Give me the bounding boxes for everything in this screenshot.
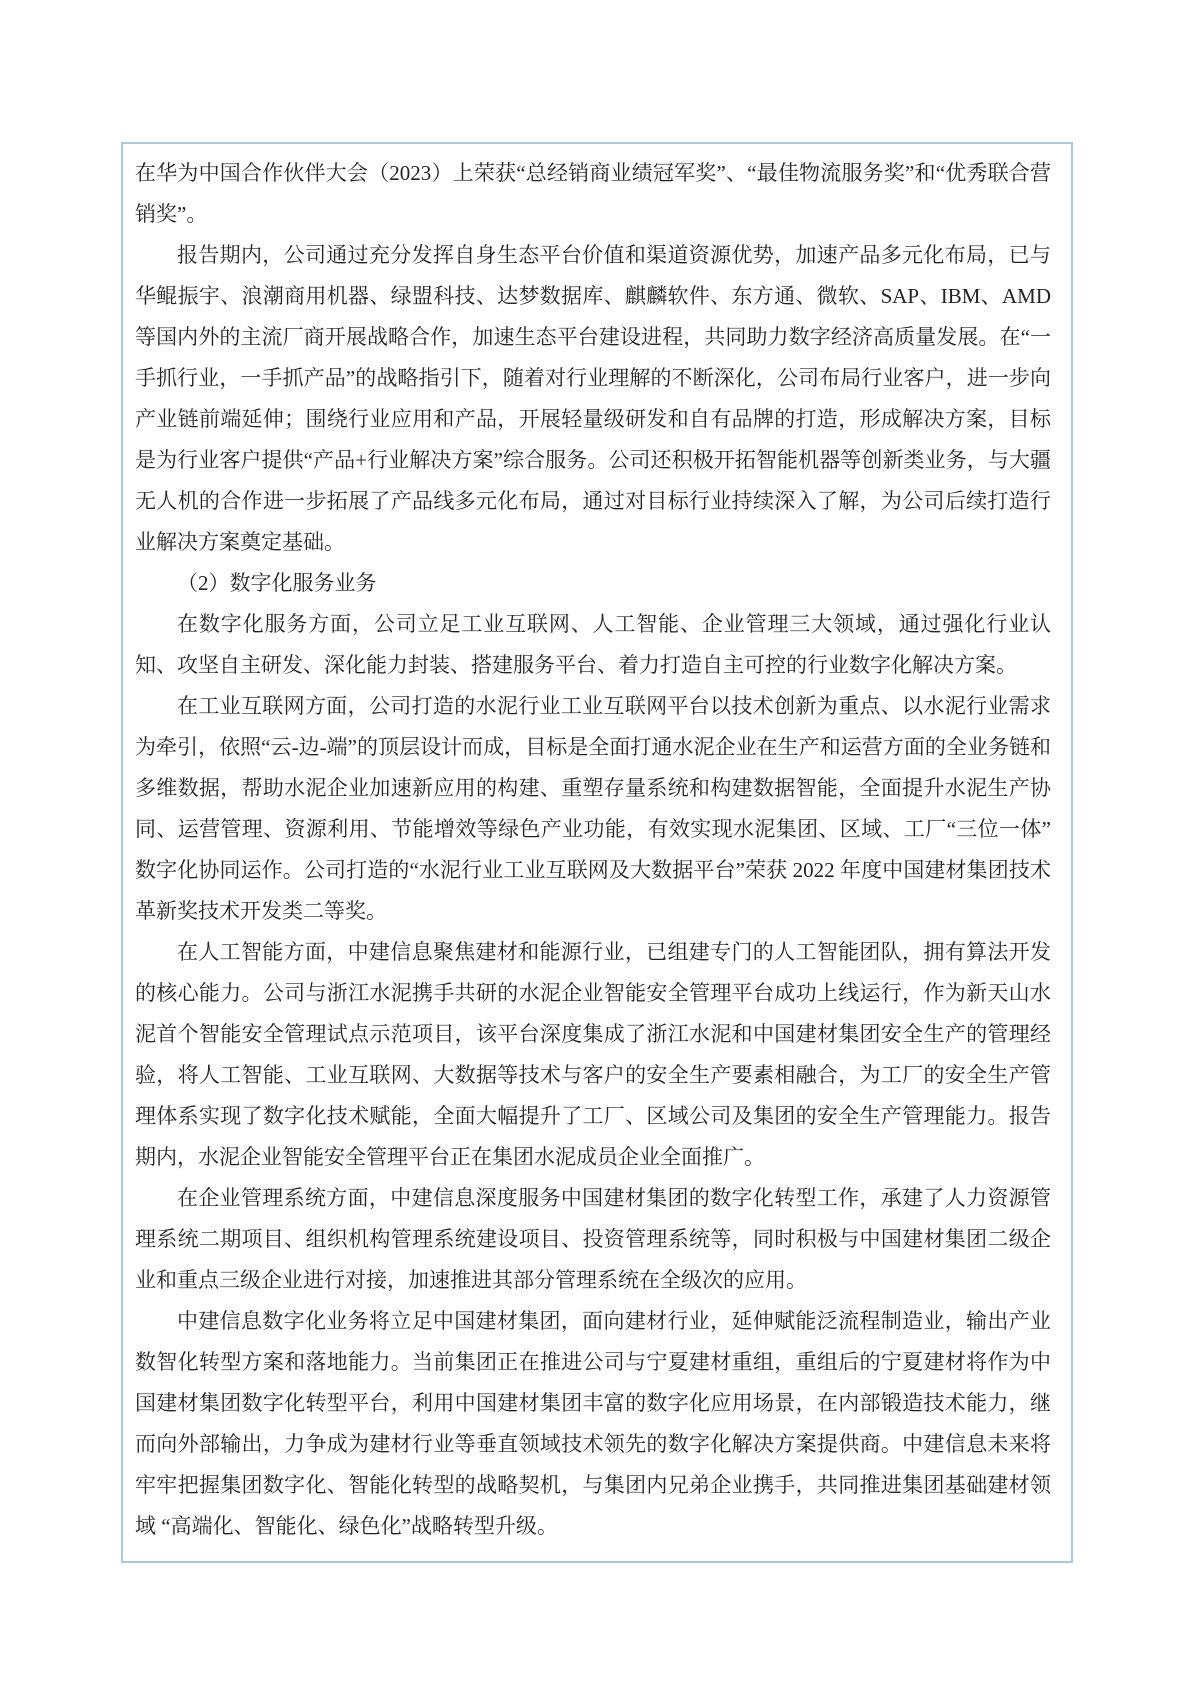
para-digital-services-overview: 在数字化服务方面，公司立足工业互联网、人工智能、企业管理三大领域，通过强化行业认知、攻坚自主研发、深化能力封装、搭建服务平台、着力打造自主可控的行业数字化解决方案。 [135,612,1051,677]
bordered-text-frame [121,142,1073,1563]
para-artificial-intelligence: 在人工智能方面，中建信息聚焦建材和能源行业，已组建专门的人工智能团队，拥有算法开发的核心能力。公司与浙江水泥携手共研的水泥企业智能安全管理平台成功上线运行，作为新天山水泥首个智能安全管理试点示范项目，该平台深度集成了浙江水泥和中国建材集团安全生产的管理经验，将人工智能、工业互联网、大数据等技术与客户的安全生产要素相融合，为工厂的安全生产管理体系实现了数字化技术赋能，全面大幅提升了工厂、区域公司及集团的安全生产管理能力。报告期内，水泥企业智能安全管理平台正在集团水泥成员企业全面推广。 [135,940,1051,1169]
heading-digital-services: （2）数字化服务业务 [177,571,377,595]
para-enterprise-management-systems: 在企业管理系统方面，中建信息深度服务中国建材集团的数字化转型工作，承建了人力资源管理系统二期项目、组织机构管理系统建设项目、投资管理系统等，同时积极与中国建材集团二级企业和重点三级企业进行对接，加速推进其部分管理系统在全级次的应用。 [135,1186,1051,1292]
para-ecosystem-strategy: 报告期内，公司通过充分发挥自身生态平台价值和渠道资源优势，加速产品多元化布局，已与华鲲振宇、浪潮商用机器、绿盟科技、达梦数据库、麒麟软件、东方通、微软、SAP、IBM、AMD 等国内外的主流厂商开展战略合作，加速生态平台建设进程，共同助力数字经济高质量发展。在“一手抓行业，一手抓产品”的战略指引下，随着对行业理解的不断深化，公司布局行业客户，进一步向产业链前端延伸；围绕行业应用和产品，开展轻量级研发和自有品牌的打造，形成解决方案，目标是为行业客户提供“产品+行业解决方案”综合服务。公司还积极开拓智能机器等创新类业务，与大疆无人机的合作进一步拓展了产品线多元化布局，通过对目标行业持续深入了解，为公司后续打造行业解决方案奠定基础。 [135,243,1051,554]
para-digital-business-outlook: 中建信息数字化业务将立足中国建材集团，面向建材行业，延伸赋能泛流程制造业，输出产业数智化转型方案和落地能力。当前集团正在推进公司与宁夏建材重组，重组后的宁夏建材将作为中国建材集团数字化转型平台，利用中国建材集团丰富的数字化应用场景，在内部锻造技术能力，继而向外部输出，力争成为建材行业等垂直领域技术领先的数字化解决方案提供商。中建信息未来将牢牢把握集团数字化、智能化转型的战略契机，与集团内兄弟企业携手，共同推进集团基础建材领域 “高端化、智能化、绿色化”战略转型升级。 [135,1309,1051,1538]
para-industrial-internet: 在工业互联网方面，公司打造的水泥行业工业互联网平台以技术创新为重点、以水泥行业需求为牵引，依照“云-边-端”的顶层设计而成，目标是全面打通水泥企业在生产和运营方面的全业务链和多维数据，帮助水泥企业加速新应用的构建、重塑存量系统和构建数据智能，全面提升水泥生产协同、运营管理、资源利用、节能增效等绿色产业功能，有效实现水泥集团、区域、工厂“三位一体”数字化协同运作。公司打造的“水泥行业工业互联网及大数据平台”荣获 2022 年度中国建材集团技术革新奖技术开发类二等奖。 [135,694,1051,923]
para-partner-awards-continuation: 在华为中国合作伙伴大会（2023）上荣获“总经销商业绩冠军奖”、“最佳物流服务奖”和“优秀联合营销奖”。 [135,161,1051,226]
